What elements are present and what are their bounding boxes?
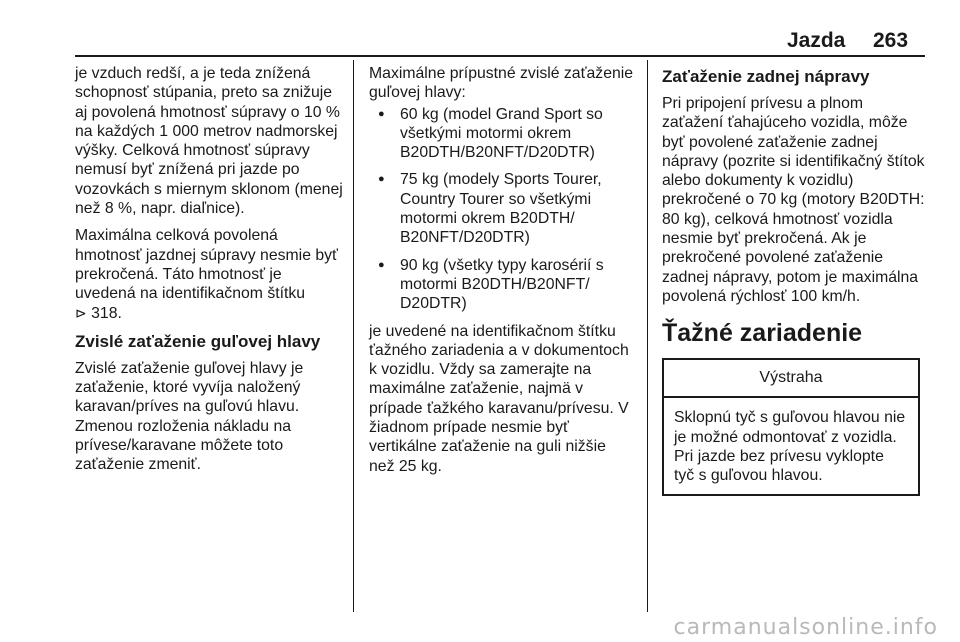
column-divider-left xyxy=(353,60,354,612)
paragraph-altitude: je vzduch redší, a je teda znížená schopnosť stúpania, preto sa znižuje aj povolená hmotnosť súpravy o 10 % na každých 1 000 metrov nadmorskej výšky. Celková hmotnosť súpravy nemusí byť znížená pri jazde po vozovkách s miernym sklonom (menej než 8 %, napr. diaľnice). xyxy=(75,65,343,218)
load-list xyxy=(369,105,635,314)
watermark xyxy=(0,612,960,642)
column-1 xyxy=(75,64,343,483)
column-3 xyxy=(662,64,928,496)
page-reference-arrow-icon: ⊳ xyxy=(75,304,87,321)
list-item: ● 75 kg (modely Sports Tourer, Country Tourer so všetkými motormi okrem B20DTH/ B20NFT/D20DTR) xyxy=(369,170,635,247)
header-title: Jazda xyxy=(787,29,846,52)
warning-text: Sklopnú tyč s guľovou hlavou nie je možné odmontovať z vozidla. Pri jazde bez prívesu vyklopte tyč s guľovou hlavou. xyxy=(674,409,906,485)
section-title-tow-bar: Ťažné zariadenie xyxy=(662,319,863,348)
paragraph-max-weight-text: Maximálna celková povolená hmotnosť jazdnej súpravy nesmie byť prekročená. Táto hmotnosť je uvedená na identifikačnom štítku xyxy=(75,227,338,303)
heading-rear-axle-load: Zaťaženie zadnej nápravy xyxy=(662,67,870,86)
warning-title: Výstraha xyxy=(664,360,918,398)
list-item: ● 90 kg (všetky typy karosérií s motormi B20DTH/B20NFT/ D20DTR) xyxy=(369,256,635,314)
paragraph-rear-axle-load: Pri pripojení prívesu a plnom zaťažení ťahajúceho vozidla, môže byť povolené zaťaženie zadnej nápravy (pozrite si identifikačný štítok alebo dokumenty k vozidlu) prekročené o 70 kg (motory B20DTH: 80 kg), celková hmotnosť vozidla nesmie byť prekročená. Ak je prekročené povolené zaťaženie zadnej nápravy, potom je maximálna povolená rýchlosť 100 km/h. xyxy=(662,95,925,305)
page-reference-link[interactable]: 318. xyxy=(91,304,122,322)
list-item: ● 60 kg (model Grand Sport so všetkými motormi okrem B20DTH/B20NFT/D20DTR) xyxy=(369,105,635,163)
page-number: 263 xyxy=(873,29,909,52)
header-rule xyxy=(75,55,925,57)
warning-box xyxy=(662,358,920,496)
column-divider-right xyxy=(647,60,648,612)
column-2 xyxy=(369,64,635,484)
paragraph-max-vertical-load: Maximálne prípustné zvislé zaťaženie guľovej hlavy: xyxy=(369,65,634,102)
heading-vertical-load: Zvislé zaťaženie guľovej hlavy xyxy=(75,331,321,351)
paragraph-max-weight xyxy=(75,226,343,322)
paragraph-vertical-load: Zvislé zaťaženie guľovej hlavy je zaťaženie, ktoré vyvíja naložený karavan/príves na guľovú hlavu. Zmenou rozloženia nákladu na prívese/karavane môžete toto zaťaženie zmeniť. xyxy=(75,359,304,474)
watermark-text: carmanualsonline.info xyxy=(673,614,938,640)
paragraph-load-info: je uvedené na identifikačnom štítku ťažného zariadenia a v dokumentoch k vozidlu. Vždy sa zamerajte na maximálne zaťaženie, najmä v prípade ťažkého karavanu/prívesu. V žiadnom prípade nesmie byť vertikálne zaťaženie na guli nižšie než 25 kg. xyxy=(369,322,629,475)
